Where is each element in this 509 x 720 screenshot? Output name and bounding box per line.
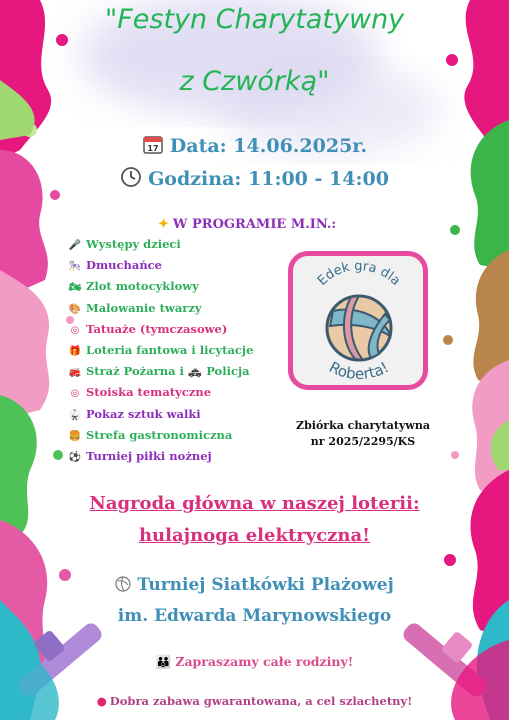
program-item-label: Tatuaże (tymczasowe)	[86, 321, 228, 336]
program-item-label: Zlot motocyklowy	[86, 279, 199, 294]
prize-line-2: hulajnoga elektryczna!	[138, 525, 371, 546]
balloon-icon: ●	[96, 694, 107, 708]
svg-text:17: 17	[147, 144, 159, 153]
volleyball-logo	[293, 256, 423, 385]
invite-row	[0, 654, 509, 670]
target-icon: ◎	[70, 388, 80, 400]
title-line-2: z Czwórką"	[179, 66, 330, 97]
program-item	[68, 407, 253, 428]
program-item	[68, 258, 253, 279]
prize-line-1: Nagroda główna w naszej loterii:	[89, 493, 420, 514]
program-item-label: Turniej piłki nożnej	[86, 448, 212, 463]
sparkles-icon: ✦	[158, 217, 169, 232]
motorcycle-icon: 🏍	[68, 282, 82, 294]
fundraiser-info	[278, 418, 448, 450]
clock-icon	[120, 166, 142, 188]
badge-top-text: Edek gra dla	[314, 259, 404, 289]
target-icon: ◎	[70, 324, 80, 336]
volleyball-icon	[327, 296, 391, 360]
program-item	[68, 322, 253, 343]
program-item-label: Strefa gastronomiczna	[86, 427, 233, 442]
microphone-icon: 🎤	[68, 240, 82, 251]
program-item-label: Stoiska tematyczne	[86, 385, 212, 400]
badge-bottom-text: Roberta!	[326, 357, 392, 384]
program-item	[68, 385, 253, 406]
palette-icon: 🎨	[68, 303, 82, 315]
burger-icon: 🍔	[68, 430, 82, 442]
edek-gra-dla-roberta-badge	[288, 251, 428, 390]
fundraiser-number: nr 2025/2295/KS	[310, 435, 416, 448]
title-line-1: "Festyn Charytatywny	[104, 4, 405, 35]
program-item-label: Dmuchańce	[86, 258, 162, 273]
soccer-ball-icon: ⚽	[68, 451, 82, 463]
calendar-icon	[142, 133, 164, 155]
program-item-label: Pokaz sztuk walki	[86, 406, 201, 421]
program-item	[68, 279, 253, 300]
program-heading-text: W PROGRAMIE M.IN.:	[172, 217, 337, 232]
time-text: Godzina: 11:00 - 14:00	[148, 168, 389, 190]
program-item-label: Malowanie twarzy	[86, 300, 202, 315]
martial-arts-icon: 🥋	[68, 409, 82, 421]
tournament-line-1	[0, 575, 509, 595]
program-list	[68, 237, 253, 470]
fundraiser-line-1: Zbiórka charytatywna	[296, 419, 430, 432]
date-row	[0, 133, 509, 157]
program-item	[68, 428, 253, 449]
fire-truck-icon: 🚒	[68, 367, 82, 379]
invite-text: Zapraszamy całe rodziny!	[175, 654, 354, 669]
program-item-label: Straż Pożarna i 🚓 Policja	[86, 364, 250, 379]
tournament-line-2: im. Edwarda Marynowskiego	[117, 606, 392, 626]
program-item	[68, 364, 253, 385]
footer-text: Dobra zabawa gwarantowana, a cel szlachetny!	[109, 694, 413, 708]
program-item-label: Loteria fantowa i licytacje	[86, 342, 254, 357]
date-text: Data: 14.06.2025r.	[169, 135, 368, 157]
program-item	[68, 301, 253, 322]
program-item	[68, 237, 253, 258]
gift-icon: 🎁	[68, 345, 82, 357]
volleyball-icon	[115, 576, 131, 592]
program-item-label: Występy dzieci	[86, 237, 181, 251]
time-row	[0, 166, 509, 190]
program-heading	[158, 217, 336, 232]
tournament-title: Turniej Siatkówki Plażowej	[137, 575, 394, 595]
carousel-horse-icon: 🎠	[68, 261, 82, 273]
program-item	[68, 449, 253, 470]
family-icon: 👪	[155, 654, 172, 669]
footer-row	[0, 694, 509, 708]
program-item	[68, 343, 253, 364]
